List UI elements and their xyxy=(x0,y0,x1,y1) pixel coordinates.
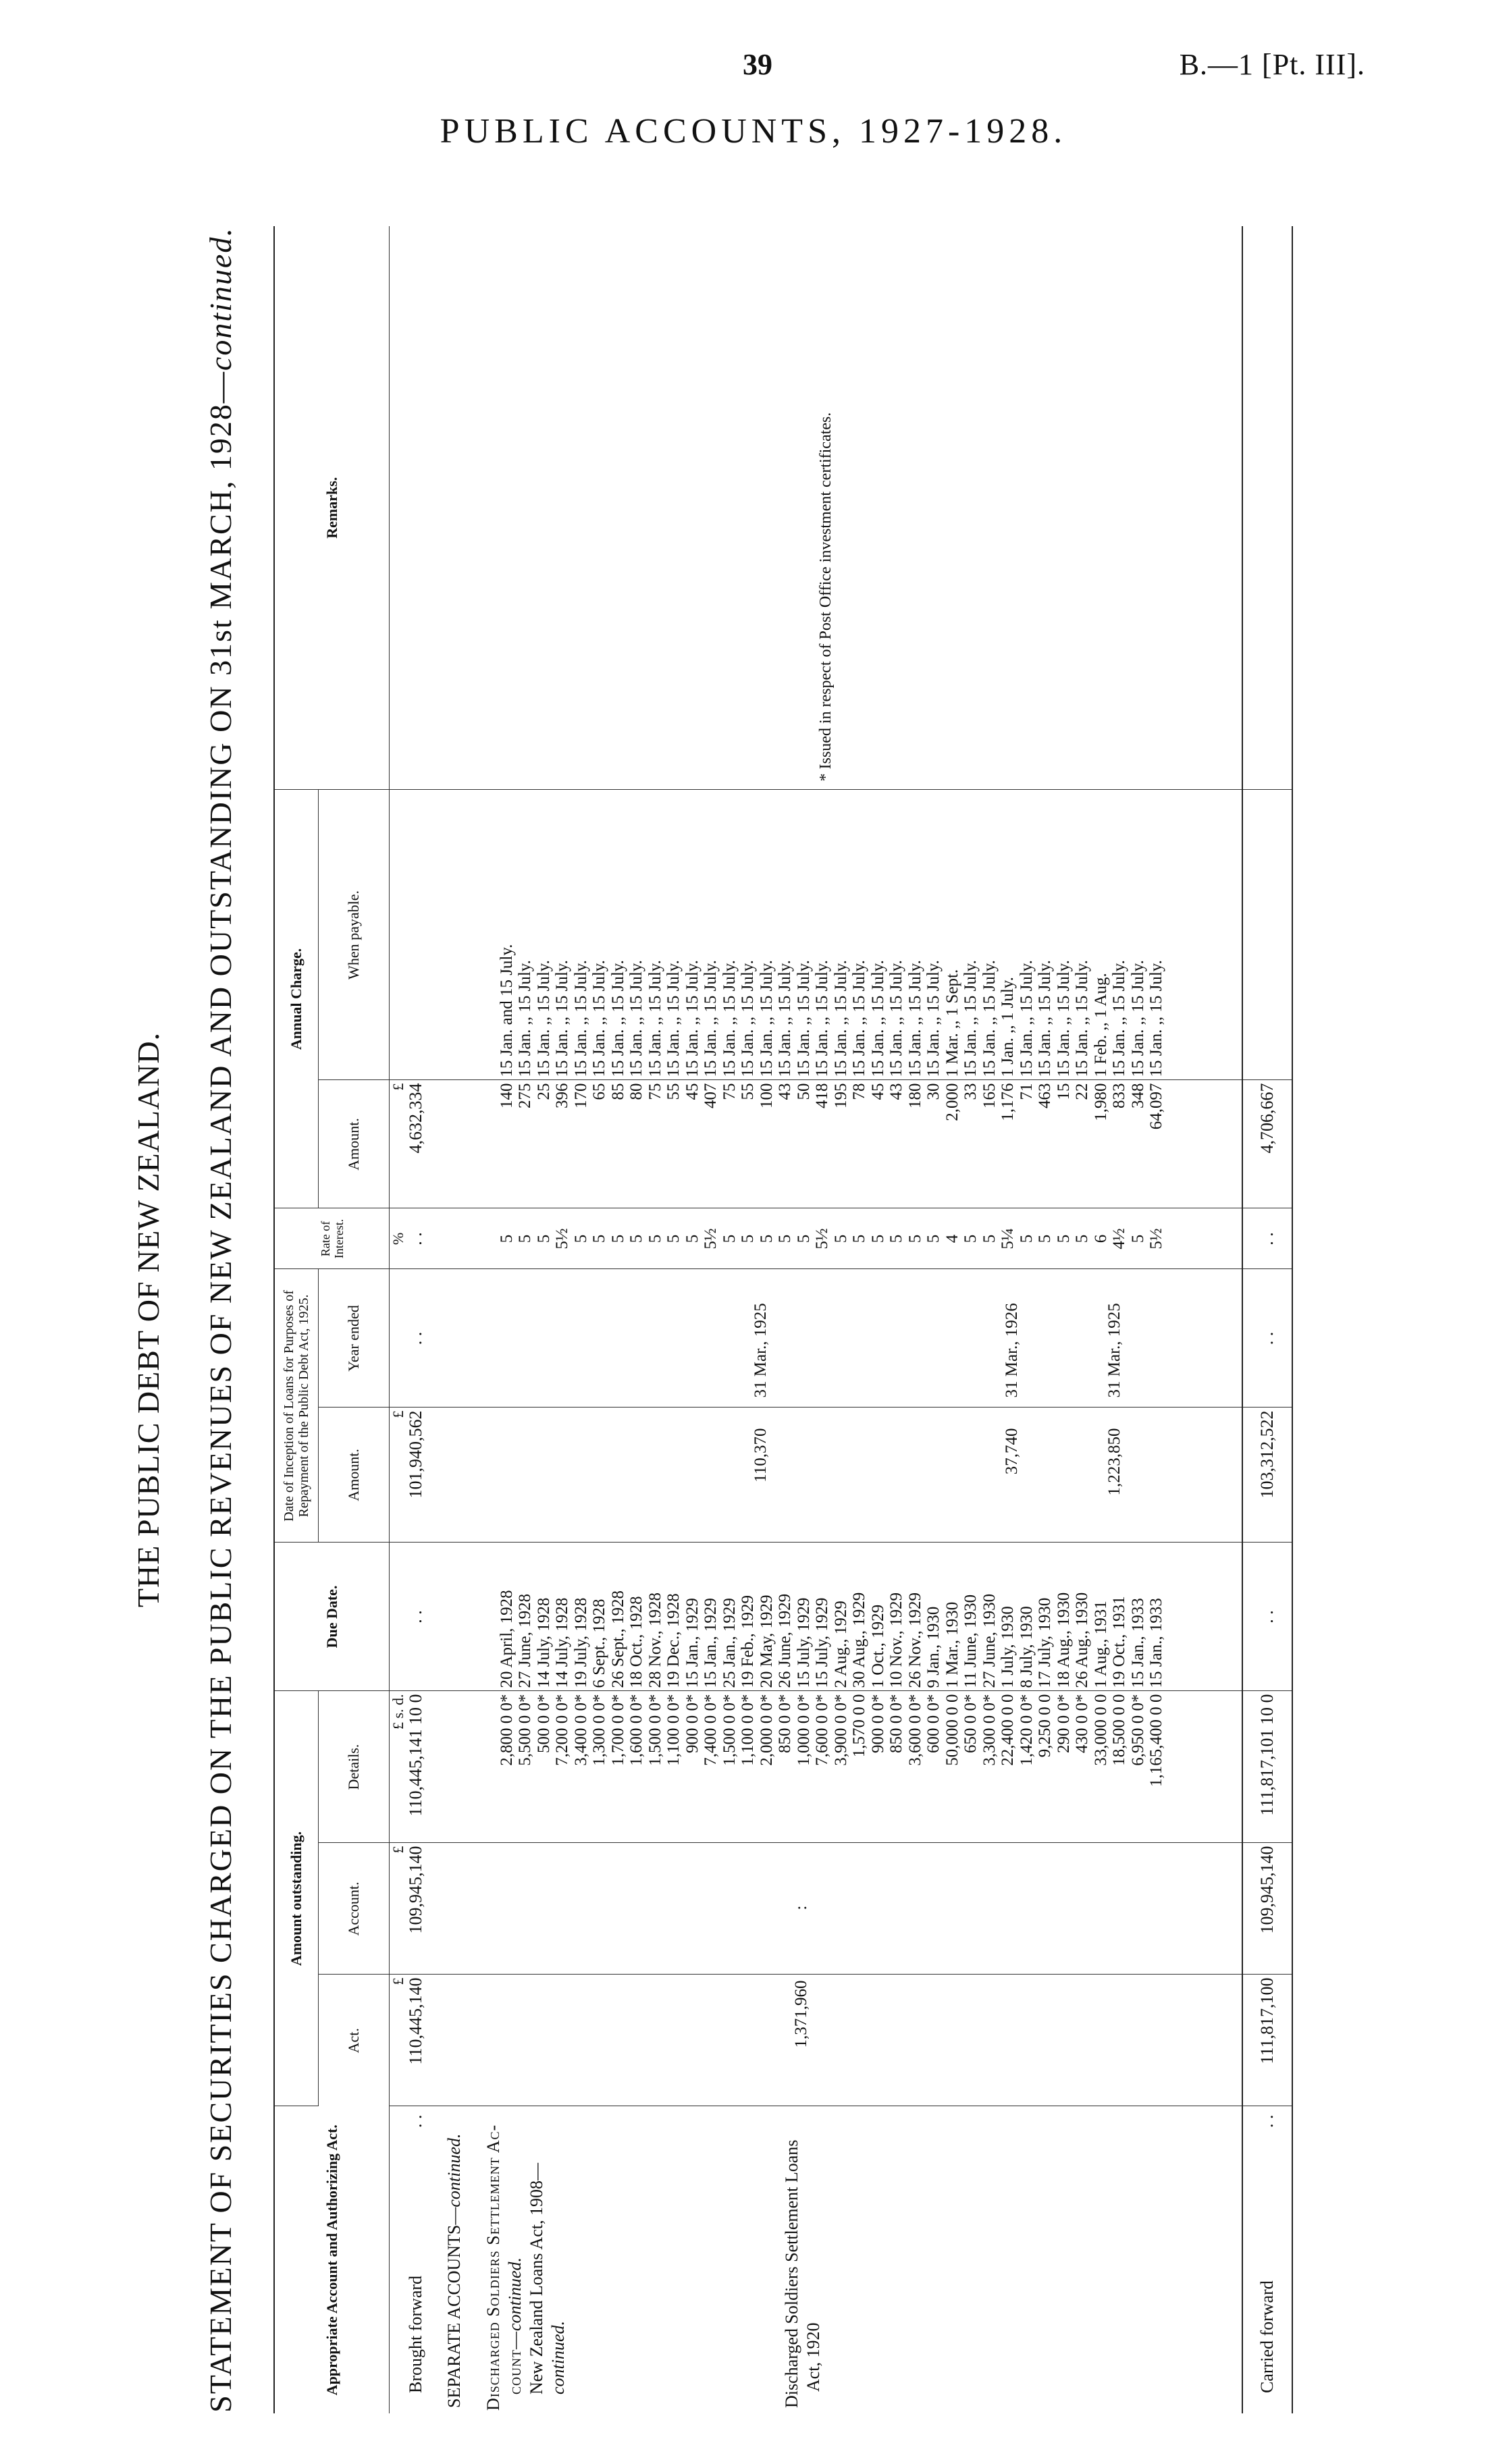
row-26-rate: 5 xyxy=(961,1234,980,1243)
row-23-details: 3,600 0 0* xyxy=(905,1694,924,1766)
subtitle-main: STATEMENT OF SECURITIES CHARGED ON THE PUBLIC REVENUES OF NEW ZEALAND AND OUTSTANDING ON 31st MARCH, 1928— xyxy=(203,371,238,2413)
row-27-due: 27 June, 1930 xyxy=(980,1593,999,1688)
row-26-due: 11 June, 1930 xyxy=(961,1594,980,1688)
securities-table xyxy=(273,226,1293,2413)
row-34-rate: 4½ xyxy=(1110,1228,1129,1250)
row-29-details: 1,420 0 0* xyxy=(1017,1694,1036,1766)
row-32-amount: 22 xyxy=(1073,1083,1092,1100)
row-35-rate: 5 xyxy=(1128,1234,1147,1243)
row-6-rate: 5 xyxy=(590,1234,609,1243)
row-22-rate: 5 xyxy=(887,1234,906,1243)
row-28-details: 22,400 0 0 xyxy=(999,1694,1017,1766)
row-18-details: 7,600 0 0* xyxy=(813,1694,832,1766)
row-12-amount: 407 xyxy=(702,1083,720,1108)
header-when-payable: When payable. xyxy=(319,790,390,1080)
row-28-rate: 5¼ xyxy=(999,1228,1017,1250)
row-14-due: 19 Feb., 1929 xyxy=(739,1595,758,1688)
row-26-payable: 15 Jan. ,, 15 July. xyxy=(961,960,980,1077)
inc-group-1-amount: 110,370 xyxy=(751,1428,770,1482)
row-17-details: 1,000 0 0* xyxy=(794,1694,813,1766)
row-10-amount: 55 xyxy=(664,1083,683,1100)
row-17-amount: 50 xyxy=(794,1083,813,1100)
header-annual-charge: Annual Charge. xyxy=(274,790,319,1208)
row-19-due: 2 Aug., 1929 xyxy=(831,1601,850,1688)
row-23-due: 26 Nov., 1929 xyxy=(905,1592,924,1688)
nzla-heading: New Zealand Loans Act, 1908— continued. xyxy=(526,2163,568,2394)
row-13-details: 1,500 0 0* xyxy=(720,1694,739,1766)
row-7-rate: 5 xyxy=(608,1234,627,1243)
row-3-payable: 15 Jan. ,, 15 July. xyxy=(534,960,553,1077)
row-1-rate: 5 xyxy=(497,1234,516,1243)
row-30-amount: 463 xyxy=(1036,1083,1055,1108)
row-11-due: 15 Jan., 1929 xyxy=(683,1598,702,1688)
row-3-details: 500 0 0* xyxy=(534,1694,553,1753)
row-24-rate: 5 xyxy=(924,1234,943,1243)
header-due-date: Due Date. xyxy=(274,1543,390,1691)
header-inception: Date of Inception of Loans for Purposes of Repayment of the Public Debt Act, 1925. xyxy=(274,1269,319,1543)
inception-amount-column xyxy=(469,1408,1242,1543)
row-4-payable: 15 Jan. ,, 15 July. xyxy=(553,960,572,1077)
row-12-due: 15 Jan., 1929 xyxy=(702,1598,720,1688)
row-31-amount: 15 xyxy=(1054,1083,1073,1100)
row-28-amount: 1,176 xyxy=(999,1083,1017,1121)
header-account: Appropriate Account and Authorizing Act. xyxy=(274,2106,390,2413)
row-3-rate: 5 xyxy=(534,1234,553,1243)
row-23-amount: 180 xyxy=(905,1083,924,1108)
running-title: PUBLIC ACCOUNTS, 1927-1928. xyxy=(440,112,1067,151)
row-7-due: 26 Sept., 1928 xyxy=(608,1590,627,1688)
row-1-details: 2,800 0 0* xyxy=(497,1694,516,1766)
row-33-details: 33,000 0 0 xyxy=(1091,1694,1110,1766)
row-16-details: 850 0 0* xyxy=(776,1694,795,1753)
row-14-payable: 15 Jan. ,, 15 July. xyxy=(739,960,758,1077)
row-18-due: 15 July, 1929 xyxy=(813,1597,832,1688)
row-8-payable: 15 Jan. ,, 15 July. xyxy=(627,960,646,1077)
header-ac-amount: Amount. xyxy=(319,1080,390,1208)
row-36-payable: 15 Jan. ,, 15 July. xyxy=(1147,960,1166,1077)
row-9-payable: 15 Jan. ,, 15 July. xyxy=(645,960,664,1077)
row-7-amount: 85 xyxy=(608,1083,627,1100)
bf-act: £ 110,445,140 xyxy=(390,1975,443,2106)
cf-inc-year: . . xyxy=(1242,1269,1292,1408)
row-19-amount: 195 xyxy=(831,1083,850,1108)
row-33-due: 1 Aug., 1931 xyxy=(1091,1601,1110,1688)
row-27-rate: 5 xyxy=(980,1234,999,1243)
inc-group-3-amount: 1,223,850 xyxy=(1105,1428,1123,1496)
row-30-payable: 15 Jan. ,, 15 July. xyxy=(1036,960,1055,1077)
cf-rate: . . xyxy=(1242,1208,1292,1269)
row-2-details: 5,500 0 0* xyxy=(516,1694,535,1766)
row-15-due: 20 May, 1929 xyxy=(757,1595,776,1688)
row-9-due: 28 Nov., 1928 xyxy=(645,1592,664,1688)
row-32-payable: 15 Jan. ,, 15 July. xyxy=(1073,960,1092,1077)
row-29-amount: 71 xyxy=(1017,1083,1036,1100)
brought-forward-row xyxy=(390,226,443,2413)
row-6-amount: 65 xyxy=(590,1083,609,1100)
row-14-amount: 55 xyxy=(739,1083,758,1100)
row-28-payable: 1 Jan. ,, 1 July. xyxy=(999,977,1017,1077)
row-18-payable: 15 Jan. ,, 15 July. xyxy=(813,960,832,1077)
row-8-rate: 5 xyxy=(627,1234,646,1243)
row-20-due: 30 Aug., 1929 xyxy=(850,1592,869,1688)
row-28-due: 1 July, 1930 xyxy=(999,1606,1017,1688)
dssla-heading: Discharged Soldiers Settlement Loans Act, 1920 xyxy=(781,2139,823,2408)
row-1-payable: 15 Jan. and 15 July. xyxy=(497,944,516,1077)
row-16-amount: 43 xyxy=(776,1083,795,1100)
row-20-rate: 5 xyxy=(850,1234,869,1243)
row-31-details: 290 0 0* xyxy=(1054,1694,1073,1753)
row-30-rate: 5 xyxy=(1036,1234,1055,1243)
row-20-details: 1,570 0 0 xyxy=(850,1694,869,1758)
row-11-details: 900 0 0* xyxy=(683,1694,702,1753)
row-5-details: 3,400 0 0* xyxy=(571,1694,590,1766)
row-25-due: 1 Mar., 1930 xyxy=(943,1601,961,1688)
row-22-due: 10 Nov., 1929 xyxy=(887,1592,906,1688)
cf-inc-amount: 103,312,522 xyxy=(1242,1408,1292,1543)
bf-payable xyxy=(390,790,443,1080)
row-25-amount: 2,000 xyxy=(943,1083,961,1121)
row-20-payable: 15 Jan. ,, 15 July. xyxy=(850,960,869,1077)
row-36-rate: 5½ xyxy=(1147,1228,1166,1250)
row-34-amount: 833 xyxy=(1110,1083,1129,1108)
row-5-payable: 15 Jan. ,, 15 July. xyxy=(571,960,590,1077)
inception-year-column xyxy=(469,1269,1242,1408)
row-22-payable: 15 Jan. ,, 15 July. xyxy=(887,960,906,1077)
row-4-details: 7,200 0 0* xyxy=(553,1694,572,1766)
carried-forward-label: Carried forward . . xyxy=(1242,2106,1292,2413)
dsa-heading: Discharged Soldiers Settlement Ac- count—continued. xyxy=(483,2124,525,2411)
row-24-payable: 15 Jan. ,, 15 July. xyxy=(924,960,943,1077)
row-33-amount: 1,980 xyxy=(1091,1083,1110,1121)
details-column xyxy=(469,1691,1242,1843)
cf-annual: 4,706,667 xyxy=(1242,1080,1292,1208)
row-16-rate: 5 xyxy=(776,1234,795,1243)
row-12-rate: 5½ xyxy=(702,1228,720,1250)
row-24-due: 9 Jan., 1930 xyxy=(924,1606,943,1688)
row-6-payable: 15 Jan. ,, 15 July. xyxy=(590,960,609,1077)
bf-due: . . xyxy=(390,1543,443,1691)
row-19-payable: 15 Jan. ,, 15 July. xyxy=(831,960,850,1077)
page-number: 39 xyxy=(743,48,772,81)
row-2-payable: 15 Jan. ,, 15 July. xyxy=(516,960,535,1077)
row-1-amount: 140 xyxy=(497,1083,516,1108)
row-17-due: 15 July, 1929 xyxy=(794,1597,813,1688)
row-35-due: 15 Jan., 1933 xyxy=(1128,1598,1147,1688)
statement-subtitle xyxy=(203,179,238,2461)
row-10-rate: 5 xyxy=(664,1234,683,1243)
row-9-amount: 75 xyxy=(645,1083,664,1100)
row-22-amount: 43 xyxy=(887,1083,906,1100)
row-2-due: 27 June, 1928 xyxy=(516,1593,535,1688)
header-amount-outstanding: Amount outstanding. xyxy=(274,1691,319,2106)
bf-account: £ 109,945,140 xyxy=(390,1843,443,1975)
row-15-details: 2,000 0 0* xyxy=(757,1694,776,1766)
row-25-rate: 4 xyxy=(943,1234,961,1243)
row-25-payable: 1 Mar. ,, 1 Sept. xyxy=(943,969,961,1077)
bf-annual: £ 4,632,334 xyxy=(390,1080,443,1208)
row-7-payable: 15 Jan. ,, 15 July. xyxy=(608,960,627,1077)
payable-column xyxy=(469,790,1242,1080)
row-29-payable: 15 Jan. ,, 15 July. xyxy=(1017,960,1036,1077)
dssla-act: 1,371,960 xyxy=(469,1975,1242,2106)
row-21-due: 1 Oct., 1929 xyxy=(868,1604,887,1688)
inc-group-1-year: 31 Mar., 1925 xyxy=(751,1303,770,1398)
row-16-payable: 15 Jan. ,, 15 July. xyxy=(776,960,795,1077)
row-11-amount: 45 xyxy=(683,1083,702,1100)
annual-amount-column xyxy=(469,1080,1242,1208)
row-25-details: 50,000 0 0 xyxy=(943,1694,961,1766)
row-5-rate: 5 xyxy=(571,1234,590,1243)
separate-accounts-heading: SEPARATE ACCOUNTS—continued. xyxy=(444,2133,464,2408)
cf-account: 109,945,140 xyxy=(1242,1843,1292,1975)
row-4-rate: 5½ xyxy=(553,1228,572,1250)
row-22-details: 850 0 0* xyxy=(887,1694,906,1753)
row-31-due: 18 Aug., 1930 xyxy=(1054,1592,1073,1688)
row-11-rate: 5 xyxy=(683,1234,702,1243)
row-11-payable: 15 Jan. ,, 15 July. xyxy=(683,960,702,1077)
inc-group-2-amount: 37,740 xyxy=(1002,1428,1021,1475)
row-10-details: 1,100 0 0* xyxy=(664,1694,683,1766)
row-13-amount: 75 xyxy=(720,1083,739,1100)
cf-details: 111,817,101 10 0 xyxy=(1242,1691,1292,1843)
bf-details: £ s. d. 110,445,141 10 0 xyxy=(390,1691,443,1843)
rotated-statement xyxy=(128,179,1296,2461)
row-24-details: 600 0 0* xyxy=(924,1694,943,1753)
row-34-payable: 15 Jan. ,, 15 July. xyxy=(1110,960,1129,1077)
row-3-amount: 25 xyxy=(534,1083,553,1100)
row-26-amount: 33 xyxy=(961,1083,980,1100)
row-17-rate: 5 xyxy=(794,1234,813,1243)
remarks-cell xyxy=(390,226,1243,790)
row-31-payable: 15 Jan. ,, 15 July. xyxy=(1054,960,1073,1077)
row-31-rate: 5 xyxy=(1054,1234,1073,1243)
row-15-amount: 100 xyxy=(757,1083,776,1108)
cf-remarks xyxy=(1242,226,1292,790)
row-14-rate: 5 xyxy=(739,1234,758,1243)
row-9-rate: 5 xyxy=(645,1234,664,1243)
row-5-amount: 170 xyxy=(571,1083,590,1108)
row-9-details: 1,500 0 0* xyxy=(645,1694,664,1766)
row-36-details: 1,165,400 0 0 xyxy=(1147,1694,1166,1787)
row-35-amount: 348 xyxy=(1128,1083,1147,1108)
row-13-rate: 5 xyxy=(720,1234,739,1243)
remark-note: * Issued in respect of Post Office investment certificates. xyxy=(817,412,835,782)
header-details: Details. xyxy=(319,1691,390,1843)
row-36-due: 15 Jan., 1933 xyxy=(1147,1598,1166,1688)
account-description xyxy=(469,2106,1242,2413)
header-act: Act. xyxy=(319,1975,390,2106)
row-30-details: 9,250 0 0 xyxy=(1036,1694,1055,1758)
row-36-amount: 64,097 xyxy=(1147,1083,1166,1130)
bf-rate: % . . xyxy=(390,1208,443,1269)
row-32-due: 26 Aug., 1930 xyxy=(1073,1592,1092,1688)
row-19-details: 3,900 0 0* xyxy=(831,1694,850,1766)
inc-group-2-year: 31 Mar., 1926 xyxy=(1002,1303,1021,1398)
row-21-payable: 15 Jan. ,, 15 July. xyxy=(868,960,887,1077)
brought-forward-label: Brought forward . . xyxy=(406,2114,425,2393)
row-21-amount: 45 xyxy=(868,1083,887,1100)
row-35-payable: 15 Jan. ,, 15 July. xyxy=(1128,960,1147,1077)
row-6-details: 1,300 0 0* xyxy=(590,1694,609,1766)
rate-column xyxy=(469,1208,1242,1269)
document-reference: B.—1 [Pt. III]. xyxy=(1179,48,1365,81)
row-15-payable: 15 Jan. ,, 15 July. xyxy=(757,960,776,1077)
row-29-due: 8 July, 1930 xyxy=(1017,1606,1036,1688)
row-32-details: 430 0 0* xyxy=(1073,1694,1092,1753)
cf-payable xyxy=(1242,790,1292,1080)
row-33-payable: 1 Feb. ,, 1 Aug. xyxy=(1091,973,1110,1077)
row-1-due: 20 April, 1928 xyxy=(497,1590,516,1688)
row-16-due: 26 June, 1929 xyxy=(776,1593,795,1688)
row-18-rate: 5½ xyxy=(813,1228,832,1250)
row-4-due: 14 July, 1928 xyxy=(553,1597,572,1688)
row-13-due: 25 Jan., 1929 xyxy=(720,1598,739,1688)
row-14-details: 1,100 0 0* xyxy=(739,1694,758,1766)
bf-inc-year: . . xyxy=(390,1269,443,1408)
row-8-details: 1,600 0 0* xyxy=(627,1694,646,1766)
row-27-details: 3,300 0 0* xyxy=(980,1694,999,1766)
header-inc-year: Year ended xyxy=(319,1269,390,1408)
row-15-rate: 5 xyxy=(757,1234,776,1243)
row-2-rate: 5 xyxy=(516,1234,535,1243)
row-7-details: 1,700 0 0* xyxy=(608,1694,627,1766)
row-21-rate: 5 xyxy=(868,1234,887,1243)
cf-due: . . xyxy=(1242,1543,1292,1691)
row-24-amount: 30 xyxy=(924,1083,943,1100)
header-inc-amount: Amount. xyxy=(319,1408,390,1543)
row-35-details: 6,950 0 0* xyxy=(1128,1694,1147,1766)
row-17-payable: 15 Jan. ,, 15 July. xyxy=(794,960,813,1077)
due-column xyxy=(469,1543,1242,1691)
dssla-account: : xyxy=(469,1843,1242,1975)
row-18-amount: 418 xyxy=(813,1083,832,1108)
inc-group-3-year: 31 Mar., 1925 xyxy=(1105,1303,1123,1398)
row-12-details: 7,400 0 0* xyxy=(702,1694,720,1766)
row-10-payable: 15 Jan. ,, 15 July. xyxy=(664,960,683,1077)
row-27-payable: 15 Jan. ,, 15 July. xyxy=(980,960,999,1077)
row-20-amount: 78 xyxy=(850,1083,869,1100)
row-12-payable: 15 Jan. ,, 15 July. xyxy=(702,960,720,1077)
header-remarks: Remarks. xyxy=(274,226,390,790)
row-21-details: 900 0 0* xyxy=(868,1694,887,1753)
row-34-details: 18,500 0 0 xyxy=(1110,1694,1129,1766)
row-19-rate: 5 xyxy=(831,1234,850,1243)
row-5-due: 19 July, 1928 xyxy=(571,1597,590,1688)
header-acct: Account. xyxy=(319,1843,390,1975)
row-4-amount: 396 xyxy=(553,1083,572,1108)
row-27-amount: 165 xyxy=(980,1083,999,1108)
row-29-rate: 5 xyxy=(1017,1234,1036,1243)
statement-title: THE PUBLIC DEBT OF NEW ZEALAND. xyxy=(131,1032,165,1608)
row-23-payable: 15 Jan. ,, 15 July. xyxy=(905,960,924,1077)
row-32-rate: 5 xyxy=(1073,1234,1092,1243)
row-8-amount: 80 xyxy=(627,1083,646,1100)
header-rate: Rate of Interest. xyxy=(274,1208,390,1269)
row-10-due: 19 Dec., 1928 xyxy=(664,1593,683,1688)
subtitle-continued: continued. xyxy=(203,227,238,371)
carried-forward-row xyxy=(1242,226,1292,2413)
row-30-due: 17 July, 1930 xyxy=(1036,1597,1055,1688)
row-26-details: 650 0 0* xyxy=(961,1694,980,1753)
cf-act: 111,817,100 xyxy=(1242,1975,1292,2106)
row-33-rate: 6 xyxy=(1091,1234,1110,1243)
row-34-due: 19 Oct., 1931 xyxy=(1110,1596,1129,1688)
row-2-amount: 275 xyxy=(516,1083,535,1108)
row-8-due: 18 Oct., 1928 xyxy=(627,1596,646,1688)
row-23-rate: 5 xyxy=(905,1234,924,1243)
row-3-due: 14 July, 1928 xyxy=(534,1597,553,1688)
row-6-due: 6 Sept., 1928 xyxy=(590,1599,609,1688)
bf-inc-amount: £ 101,940,562 xyxy=(390,1408,443,1543)
row-13-payable: 15 Jan. ,, 15 July. xyxy=(720,960,739,1077)
